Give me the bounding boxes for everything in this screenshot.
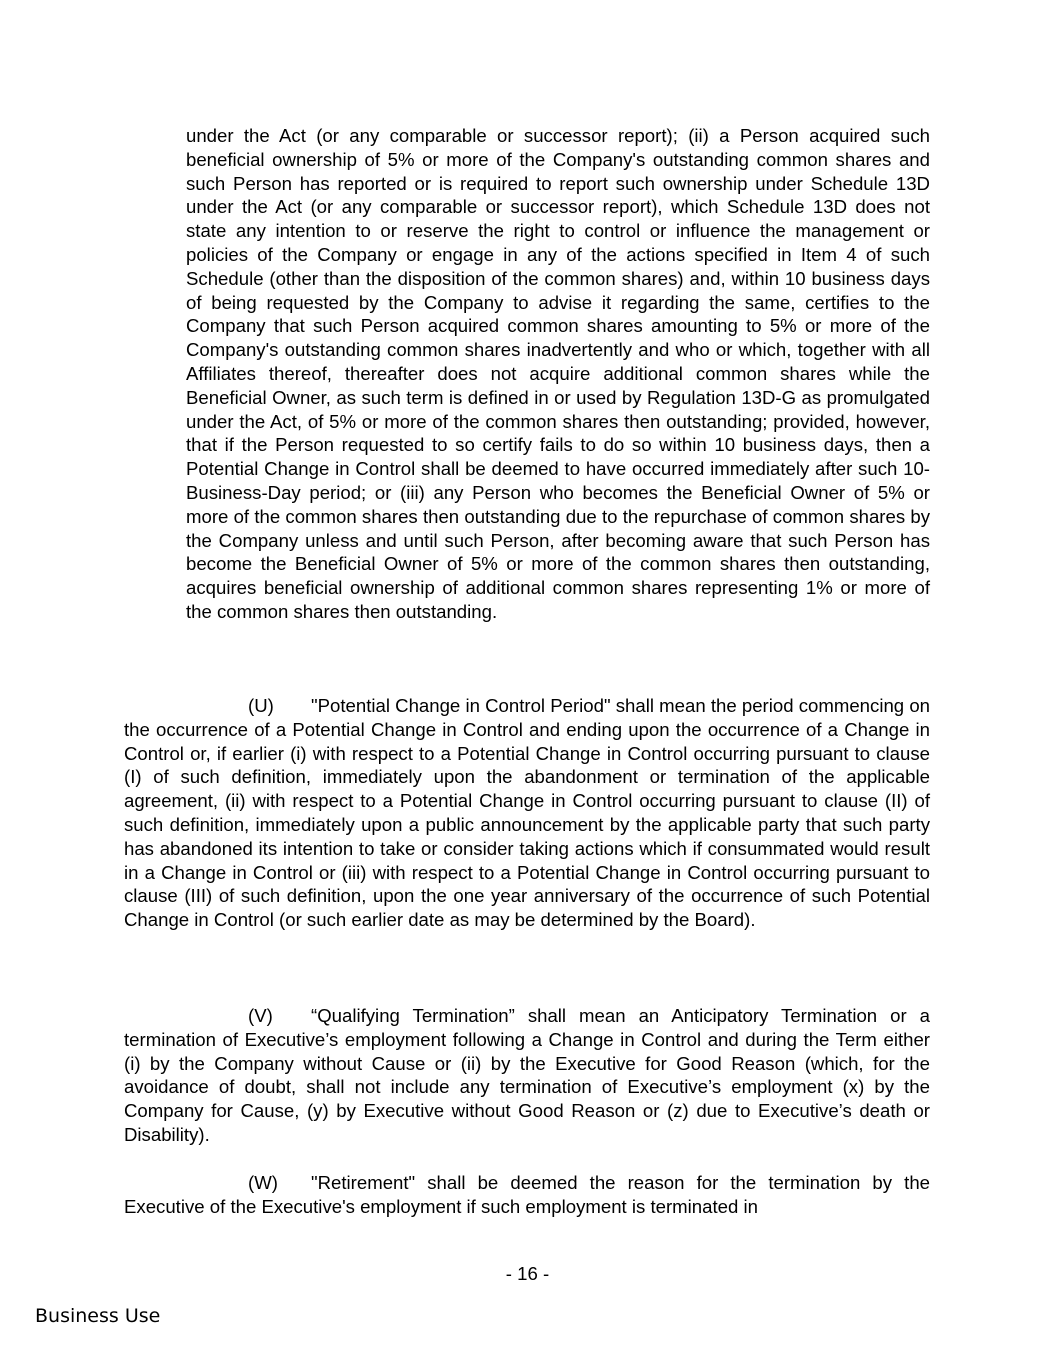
section-v-text: “Qualifying Termination” shall mean an Anticipatory Termination or a termination of Executive’s employment following a Change in Control and during the Term either (i) by the Company without Cause or (ii) by the Executive for Good Reason (which, for the avoidance of doubt, shall not include any termination of Executive’s employment (x) by the Company for Cause, (y) by Executive without Good Reason or (z) due to Executive’s death or Disability). <box>124 1005 930 1145</box>
section-v-paragraph <box>124 1004 930 1147</box>
section-v-label: (V) <box>248 1005 273 1026</box>
section-w-paragraph <box>124 1171 930 1219</box>
section-u-paragraph <box>124 694 930 932</box>
continuation-paragraph: under the Act (or any comparable or successor report); (ii) a Person acquired such beneficial ownership of 5% or more of the Company's outstanding common shares and such Person has reported or is required to report such ownership under Schedule 13D under the Act (or any comparable or successor report), which Schedule 13D does not state any intention to or reserve the right to control or influence the management or policies of the Company or engage in any of the actions specified in Item 4 of such Schedule (other than the disposition of the common shares) and, within 10 business days of being requested by the Company to advise it regarding the same, certifies to the Company that such Person acquired common shares amounting to 5% or more of the Company's outstanding common shares inadvertently and who or which, together with all Affiliates thereof, thereafter does not acquire additional common shares while the Beneficial Owner, as such term is defined in or used by Regulation 13D-G as promulgated under the Act, of 5% or more of the common shares then outstanding; provided, however, that if the Person requested to so certify fails to do so within 10 business days, then a Potential Change in Control shall be deemed to have occurred immediately after such 10-Business-Day period; or (iii) any Person who becomes the Beneficial Owner of 5% or more of the common shares then outstanding due to the repurchase of common shares by the Company unless and until such Person, after becoming aware that such Person has become the Beneficial Owner of 5% or more of the common shares then outstanding, acquires beneficial ownership of additional common shares representing 1% or more of the common shares then outstanding. <box>186 125 930 622</box>
section-w-text: "Retirement" shall be deemed the reason for the termination by the Executive of the Executive's employment if such employment is terminated in <box>124 1172 930 1217</box>
section-u-text: "Potential Change in Control Period" shall mean the period commencing on the occurrence of a Potential Change in Control and ending upon the occurrence of a Change in Control or, if earlier (i) with respect to a Potential Change in Control occurring pursuant to clause (I) of such definition, immediately upon the abandonment or termination of the applicable agreement, (ii) with respect to a Potential Change in Control occurring pursuant to clause (II) of such definition, immediately upon a public announcement by the applicable party that such party has abandoned its intention to take or consider taking actions which if consummated would result in a Change in Control or (iii) with respect to a Potential Change in Control occurring pursuant to clause (III) of such definition, upon the one year anniversary of the occurrence of such Potential Change in Control (or such earlier date as may be determined by the Board). <box>124 695 930 931</box>
page-number: - 16 - <box>505 1263 550 1284</box>
section-u-label: (U) <box>248 695 274 716</box>
footer-classification-label: Business Use <box>35 1305 161 1327</box>
section-w-label: (W) <box>248 1172 278 1193</box>
